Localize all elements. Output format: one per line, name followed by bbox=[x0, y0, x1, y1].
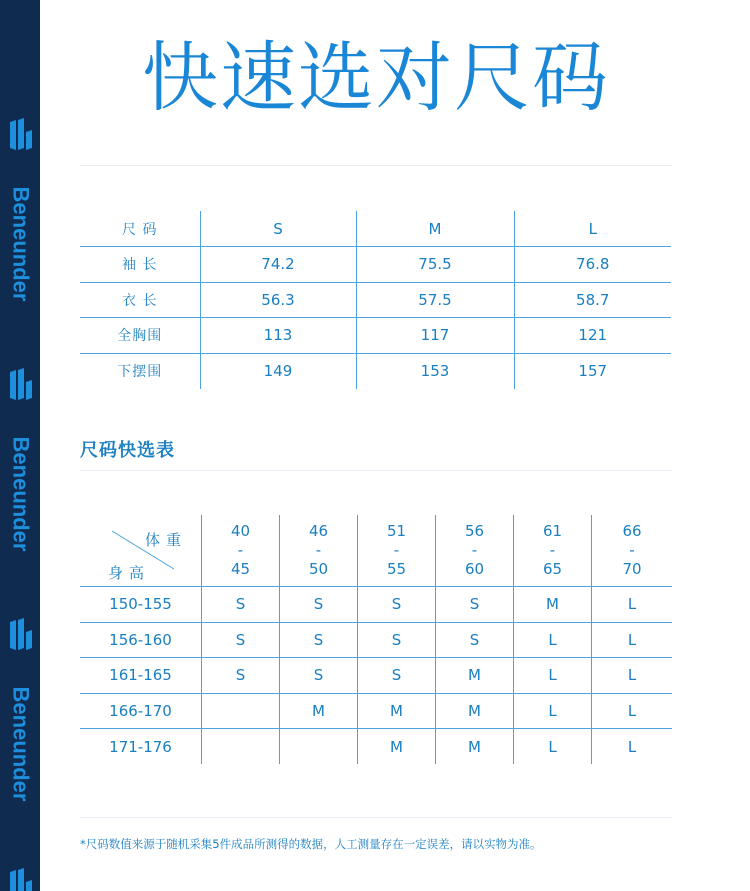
column-header: 尺 码 bbox=[80, 211, 200, 247]
size-cell: M bbox=[436, 658, 514, 694]
size-cell: L bbox=[592, 658, 673, 694]
size-cell: M bbox=[436, 693, 514, 729]
row-label: 衣 长 bbox=[80, 282, 200, 318]
table-row bbox=[80, 622, 672, 658]
table-row bbox=[80, 247, 671, 283]
weight-column-header: 51 - 55 bbox=[358, 515, 436, 587]
weight-label: 体重 bbox=[144, 531, 187, 549]
divider bbox=[80, 470, 672, 471]
size-cell: S bbox=[358, 587, 436, 623]
quick-select-table bbox=[80, 515, 672, 764]
size-cell: S bbox=[202, 658, 280, 694]
size-cell: S bbox=[358, 658, 436, 694]
weight-column-header: 66 - 70 bbox=[592, 515, 673, 587]
size-cell: L bbox=[514, 693, 592, 729]
table-cell: 56.3 bbox=[200, 282, 356, 318]
weight-column-header: 40 - 45 bbox=[202, 515, 280, 587]
brand-wordmark: Beneunder bbox=[8, 186, 34, 302]
brand-wordmark bbox=[8, 0, 32, 10]
table-cell: 75.5 bbox=[356, 247, 514, 283]
height-range: 161-165 bbox=[80, 658, 202, 694]
weight-column-header: 56 - 60 bbox=[436, 515, 514, 587]
brand-unit bbox=[0, 368, 40, 618]
row-label: 全胸围 bbox=[80, 318, 200, 354]
size-cell: L bbox=[514, 622, 592, 658]
brand-logo-icon bbox=[9, 118, 33, 152]
brand-logo-icon bbox=[9, 368, 33, 402]
brand-wordmark: Beneunder bbox=[8, 686, 34, 802]
brand-unit bbox=[0, 0, 40, 64]
size-cell: M bbox=[358, 729, 436, 765]
table-row bbox=[80, 211, 671, 247]
brand-unit bbox=[0, 618, 40, 868]
table-cell: 57.5 bbox=[356, 282, 514, 318]
size-cell: L bbox=[592, 693, 673, 729]
table-cell: 76.8 bbox=[514, 247, 671, 283]
table-row bbox=[80, 587, 672, 623]
brand-logo-icon bbox=[9, 868, 33, 891]
size-cell: L bbox=[592, 729, 673, 765]
footnote: *尺码数值来源于随机采集5件成品所测得的数据，人工测量存在一定误差，请以实物为准。 bbox=[80, 837, 542, 851]
brand-logo-icon bbox=[9, 618, 33, 652]
size-cell: M bbox=[280, 693, 358, 729]
table-row bbox=[80, 729, 672, 765]
divider bbox=[80, 165, 672, 166]
size-cell: M bbox=[514, 587, 592, 623]
row-label: 袖 长 bbox=[80, 247, 200, 283]
table-row bbox=[80, 693, 672, 729]
corner-cell bbox=[80, 515, 202, 587]
brand-unit bbox=[0, 868, 40, 891]
table-row bbox=[80, 658, 672, 694]
size-cell: S bbox=[436, 587, 514, 623]
size-cell: S bbox=[436, 622, 514, 658]
height-range: 156-160 bbox=[80, 622, 202, 658]
table-row bbox=[80, 282, 671, 318]
table-cell: 58.7 bbox=[514, 282, 671, 318]
size-table bbox=[80, 211, 671, 389]
height-range: 166-170 bbox=[80, 693, 202, 729]
size-cell: L bbox=[592, 587, 673, 623]
height-range: 171-176 bbox=[109, 737, 172, 756]
size-cell: L bbox=[514, 658, 592, 694]
size-cell: M bbox=[436, 729, 514, 765]
weight-column-header: 46 - 50 bbox=[280, 515, 358, 587]
section-title: 尺码快选表 bbox=[80, 440, 175, 461]
weight-column-header: 61 - 65 bbox=[514, 515, 592, 587]
page-title: 快速选对尺码 bbox=[142, 33, 610, 122]
size-cell: S bbox=[202, 587, 280, 623]
brand-wordmark: Beneunder bbox=[8, 436, 34, 552]
table-cell: 74.2 bbox=[200, 247, 356, 283]
table-cell: 153 bbox=[356, 353, 514, 389]
table-row bbox=[80, 353, 671, 389]
size-cell bbox=[202, 693, 280, 729]
size-cell bbox=[202, 729, 280, 765]
column-header: M bbox=[356, 211, 514, 247]
height-label: 身高 bbox=[108, 564, 151, 582]
table-row bbox=[80, 318, 671, 354]
size-cell: L bbox=[514, 729, 592, 765]
column-header: L bbox=[514, 211, 671, 247]
size-cell: M bbox=[358, 693, 436, 729]
table-cell: 121 bbox=[514, 318, 671, 354]
size-cell: S bbox=[358, 622, 436, 658]
brand-strip bbox=[0, 0, 40, 891]
size-cell: S bbox=[280, 587, 358, 623]
table-cell: 113 bbox=[200, 318, 356, 354]
table-cell: 157 bbox=[514, 353, 671, 389]
height-range: 150-155 bbox=[80, 587, 202, 623]
divider bbox=[80, 817, 672, 818]
brand-unit bbox=[0, 118, 40, 368]
size-cell bbox=[280, 729, 358, 765]
size-cell: L bbox=[592, 622, 673, 658]
size-cell: S bbox=[280, 622, 358, 658]
row-label: 下摆围 bbox=[117, 364, 163, 380]
size-cell: S bbox=[280, 658, 358, 694]
size-cell: S bbox=[202, 622, 280, 658]
column-header: S bbox=[200, 211, 356, 247]
table-header-row bbox=[80, 515, 672, 587]
table-cell: 117 bbox=[356, 318, 514, 354]
table-cell: 149 bbox=[200, 353, 356, 389]
